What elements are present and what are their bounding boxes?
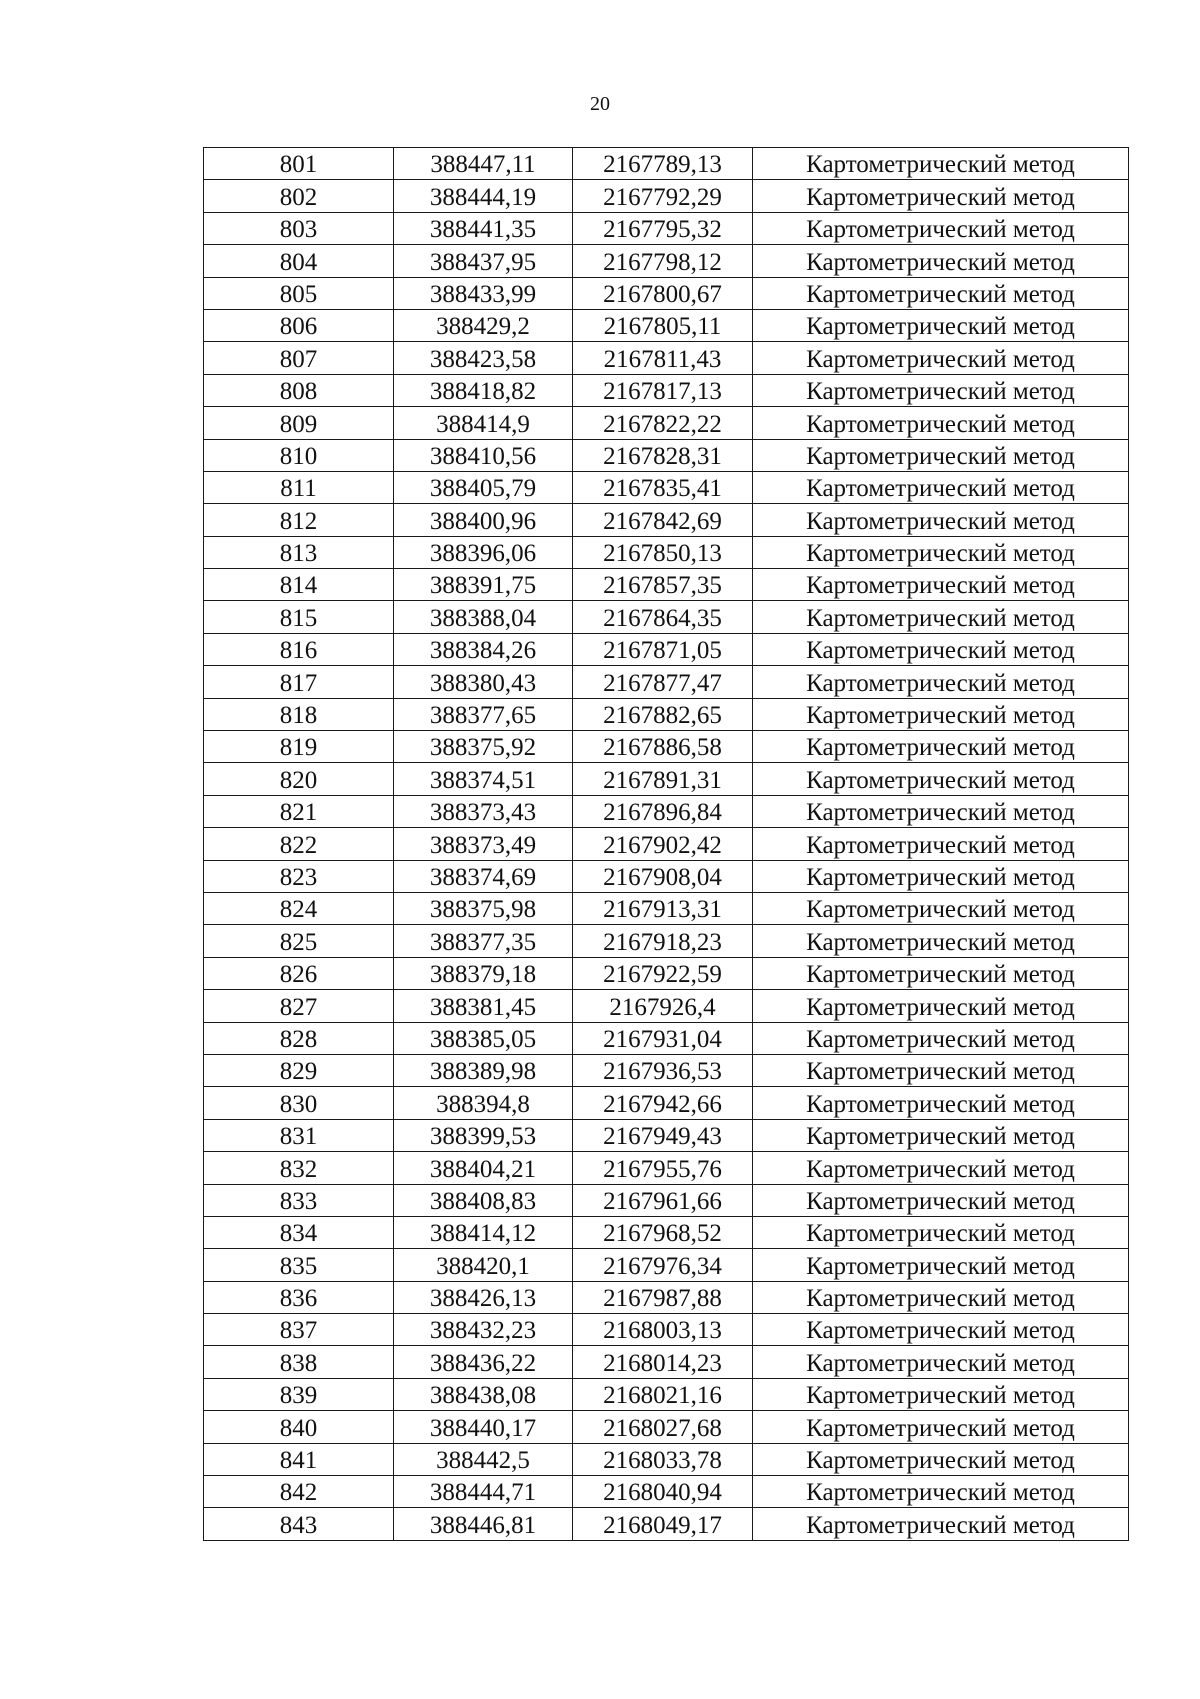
y-coordinate-cell: 2168027,68 xyxy=(573,1411,753,1443)
method-cell: Картометрический метод xyxy=(753,536,1129,568)
y-coordinate-cell: 2167968,52 xyxy=(573,1216,753,1248)
table-row xyxy=(204,601,1129,633)
x-coordinate-cell: 388394,8 xyxy=(394,1087,573,1119)
table-row xyxy=(204,536,1129,568)
method-cell: Картометрический метод xyxy=(753,374,1129,406)
point-number-cell: 826 xyxy=(204,957,394,989)
point-number-cell: 808 xyxy=(204,374,394,406)
point-number-cell: 814 xyxy=(204,569,394,601)
point-number-cell: 805 xyxy=(204,277,394,309)
method-cell: Картометрический метод xyxy=(753,828,1129,860)
table-row xyxy=(204,763,1129,795)
method-cell: Картометрический метод xyxy=(753,407,1129,439)
table-row xyxy=(204,860,1129,892)
y-coordinate-cell: 2167811,43 xyxy=(573,342,753,374)
table-row xyxy=(204,309,1129,341)
table-row xyxy=(204,957,1129,989)
point-number-cell: 803 xyxy=(204,212,394,244)
point-number-cell: 834 xyxy=(204,1216,394,1248)
method-cell: Картометрический метод xyxy=(753,860,1129,892)
x-coordinate-cell: 388375,92 xyxy=(394,731,573,763)
y-coordinate-cell: 2167891,31 xyxy=(573,763,753,795)
method-cell: Картометрический метод xyxy=(753,471,1129,503)
table-row xyxy=(204,1022,1129,1054)
table-row xyxy=(204,731,1129,763)
point-number-cell: 810 xyxy=(204,439,394,471)
x-coordinate-cell: 388414,9 xyxy=(394,407,573,439)
table-row xyxy=(204,1476,1129,1508)
y-coordinate-cell: 2168021,16 xyxy=(573,1378,753,1410)
method-cell: Картометрический метод xyxy=(753,1476,1129,1508)
method-cell: Картометрический метод xyxy=(753,892,1129,924)
x-coordinate-cell: 388410,56 xyxy=(394,439,573,471)
y-coordinate-cell: 2167886,58 xyxy=(573,731,753,763)
method-cell: Картометрический метод xyxy=(753,763,1129,795)
method-cell: Картометрический метод xyxy=(753,1184,1129,1216)
x-coordinate-cell: 388438,08 xyxy=(394,1378,573,1410)
y-coordinate-cell: 2167949,43 xyxy=(573,1119,753,1151)
table-row xyxy=(204,1314,1129,1346)
x-coordinate-cell: 388436,22 xyxy=(394,1346,573,1378)
y-coordinate-cell: 2167987,88 xyxy=(573,1281,753,1313)
table-row xyxy=(204,1281,1129,1313)
point-number-cell: 816 xyxy=(204,633,394,665)
table-row xyxy=(204,1378,1129,1410)
x-coordinate-cell: 388373,43 xyxy=(394,795,573,827)
table-row xyxy=(204,439,1129,471)
x-coordinate-cell: 388423,58 xyxy=(394,342,573,374)
method-cell: Картометрический метод xyxy=(753,1346,1129,1378)
y-coordinate-cell: 2167805,11 xyxy=(573,309,753,341)
y-coordinate-cell: 2168033,78 xyxy=(573,1443,753,1475)
point-number-cell: 833 xyxy=(204,1184,394,1216)
point-number-cell: 806 xyxy=(204,309,394,341)
y-coordinate-cell: 2168040,94 xyxy=(573,1476,753,1508)
method-cell: Картометрический метод xyxy=(753,277,1129,309)
point-number-cell: 832 xyxy=(204,1152,394,1184)
x-coordinate-cell: 388400,96 xyxy=(394,504,573,536)
y-coordinate-cell: 2168014,23 xyxy=(573,1346,753,1378)
method-cell: Картометрический метод xyxy=(753,957,1129,989)
y-coordinate-cell: 2167902,42 xyxy=(573,828,753,860)
method-cell: Картометрический метод xyxy=(753,212,1129,244)
method-cell: Картометрический метод xyxy=(753,1443,1129,1475)
coordinates-table-body xyxy=(204,148,1129,1541)
y-coordinate-cell: 2167842,69 xyxy=(573,504,753,536)
method-cell: Картометрический метод xyxy=(753,1314,1129,1346)
table-row xyxy=(204,1216,1129,1248)
point-number-cell: 842 xyxy=(204,1476,394,1508)
point-number-cell: 801 xyxy=(204,148,394,180)
x-coordinate-cell: 388420,1 xyxy=(394,1249,573,1281)
point-number-cell: 812 xyxy=(204,504,394,536)
x-coordinate-cell: 388396,06 xyxy=(394,536,573,568)
table-row xyxy=(204,277,1129,309)
x-coordinate-cell: 388408,83 xyxy=(394,1184,573,1216)
table-row xyxy=(204,569,1129,601)
x-coordinate-cell: 388377,65 xyxy=(394,698,573,730)
y-coordinate-cell: 2167822,22 xyxy=(573,407,753,439)
method-cell: Картометрический метод xyxy=(753,439,1129,471)
point-number-cell: 839 xyxy=(204,1378,394,1410)
table-row xyxy=(204,245,1129,277)
x-coordinate-cell: 388437,95 xyxy=(394,245,573,277)
table-row xyxy=(204,180,1129,212)
method-cell: Картометрический метод xyxy=(753,925,1129,957)
method-cell: Картометрический метод xyxy=(753,1152,1129,1184)
point-number-cell: 824 xyxy=(204,892,394,924)
method-cell: Картометрический метод xyxy=(753,1119,1129,1151)
x-coordinate-cell: 388384,26 xyxy=(394,633,573,665)
x-coordinate-cell: 388377,35 xyxy=(394,925,573,957)
table-row xyxy=(204,1152,1129,1184)
point-number-cell: 811 xyxy=(204,471,394,503)
point-number-cell: 825 xyxy=(204,925,394,957)
coordinates-table xyxy=(203,147,1129,1541)
point-number-cell: 809 xyxy=(204,407,394,439)
method-cell: Картометрический метод xyxy=(753,633,1129,665)
method-cell: Картометрический метод xyxy=(753,1508,1129,1540)
method-cell: Картометрический метод xyxy=(753,148,1129,180)
x-coordinate-cell: 388418,82 xyxy=(394,374,573,406)
table-row xyxy=(204,1249,1129,1281)
method-cell: Картометрический метод xyxy=(753,569,1129,601)
x-coordinate-cell: 388375,98 xyxy=(394,892,573,924)
point-number-cell: 817 xyxy=(204,666,394,698)
x-coordinate-cell: 388374,51 xyxy=(394,763,573,795)
table-row xyxy=(204,471,1129,503)
x-coordinate-cell: 388441,35 xyxy=(394,212,573,244)
point-number-cell: 838 xyxy=(204,1346,394,1378)
table-row xyxy=(204,148,1129,180)
table-row xyxy=(204,666,1129,698)
x-coordinate-cell: 388433,99 xyxy=(394,277,573,309)
y-coordinate-cell: 2167857,35 xyxy=(573,569,753,601)
y-coordinate-cell: 2167792,29 xyxy=(573,180,753,212)
y-coordinate-cell: 2167918,23 xyxy=(573,925,753,957)
method-cell: Картометрический метод xyxy=(753,1216,1129,1248)
x-coordinate-cell: 388381,45 xyxy=(394,990,573,1022)
table-row xyxy=(204,1346,1129,1378)
table-row xyxy=(204,828,1129,860)
y-coordinate-cell: 2167835,41 xyxy=(573,471,753,503)
y-coordinate-cell: 2168049,17 xyxy=(573,1508,753,1540)
y-coordinate-cell: 2167955,76 xyxy=(573,1152,753,1184)
point-number-cell: 840 xyxy=(204,1411,394,1443)
point-number-cell: 813 xyxy=(204,536,394,568)
table-row xyxy=(204,1184,1129,1216)
method-cell: Картометрический метод xyxy=(753,1411,1129,1443)
point-number-cell: 841 xyxy=(204,1443,394,1475)
y-coordinate-cell: 2167798,12 xyxy=(573,245,753,277)
method-cell: Картометрический метод xyxy=(753,990,1129,1022)
y-coordinate-cell: 2167908,04 xyxy=(573,860,753,892)
y-coordinate-cell: 2167931,04 xyxy=(573,1022,753,1054)
x-coordinate-cell: 388389,98 xyxy=(394,1054,573,1086)
y-coordinate-cell: 2167922,59 xyxy=(573,957,753,989)
x-coordinate-cell: 388385,05 xyxy=(394,1022,573,1054)
y-coordinate-cell: 2167850,13 xyxy=(573,536,753,568)
table-row xyxy=(204,1508,1129,1540)
method-cell: Картометрический метод xyxy=(753,309,1129,341)
method-cell: Картометрический метод xyxy=(753,731,1129,763)
point-number-cell: 830 xyxy=(204,1087,394,1119)
table-row xyxy=(204,1054,1129,1086)
table-row xyxy=(204,892,1129,924)
y-coordinate-cell: 2167795,32 xyxy=(573,212,753,244)
x-coordinate-cell: 388426,13 xyxy=(394,1281,573,1313)
y-coordinate-cell: 2167817,13 xyxy=(573,374,753,406)
x-coordinate-cell: 388442,5 xyxy=(394,1443,573,1475)
point-number-cell: 831 xyxy=(204,1119,394,1151)
table-row xyxy=(204,925,1129,957)
point-number-cell: 843 xyxy=(204,1508,394,1540)
x-coordinate-cell: 388446,81 xyxy=(394,1508,573,1540)
table-row xyxy=(204,407,1129,439)
method-cell: Картометрический метод xyxy=(753,1281,1129,1313)
method-cell: Картометрический метод xyxy=(753,1087,1129,1119)
x-coordinate-cell: 388374,69 xyxy=(394,860,573,892)
table-row xyxy=(204,1119,1129,1151)
point-number-cell: 807 xyxy=(204,342,394,374)
y-coordinate-cell: 2167936,53 xyxy=(573,1054,753,1086)
point-number-cell: 820 xyxy=(204,763,394,795)
point-number-cell: 818 xyxy=(204,698,394,730)
method-cell: Картометрический метод xyxy=(753,795,1129,827)
y-coordinate-cell: 2167926,4 xyxy=(573,990,753,1022)
y-coordinate-cell: 2167942,66 xyxy=(573,1087,753,1119)
point-number-cell: 828 xyxy=(204,1022,394,1054)
x-coordinate-cell: 388399,53 xyxy=(394,1119,573,1151)
table-row xyxy=(204,990,1129,1022)
table-row xyxy=(204,633,1129,665)
x-coordinate-cell: 388444,19 xyxy=(394,180,573,212)
point-number-cell: 822 xyxy=(204,828,394,860)
y-coordinate-cell: 2167882,65 xyxy=(573,698,753,730)
y-coordinate-cell: 2167800,67 xyxy=(573,277,753,309)
point-number-cell: 823 xyxy=(204,860,394,892)
x-coordinate-cell: 388380,43 xyxy=(394,666,573,698)
method-cell: Картометрический метод xyxy=(753,342,1129,374)
point-number-cell: 804 xyxy=(204,245,394,277)
point-number-cell: 819 xyxy=(204,731,394,763)
method-cell: Картометрический метод xyxy=(753,245,1129,277)
y-coordinate-cell: 2167913,31 xyxy=(573,892,753,924)
table-row xyxy=(204,1087,1129,1119)
x-coordinate-cell: 388440,17 xyxy=(394,1411,573,1443)
x-coordinate-cell: 388391,75 xyxy=(394,569,573,601)
method-cell: Картометрический метод xyxy=(753,504,1129,536)
point-number-cell: 815 xyxy=(204,601,394,633)
y-coordinate-cell: 2167976,34 xyxy=(573,1249,753,1281)
point-number-cell: 835 xyxy=(204,1249,394,1281)
table-row xyxy=(204,374,1129,406)
x-coordinate-cell: 388404,21 xyxy=(394,1152,573,1184)
point-number-cell: 829 xyxy=(204,1054,394,1086)
method-cell: Картометрический метод xyxy=(753,1022,1129,1054)
method-cell: Картометрический метод xyxy=(753,180,1129,212)
y-coordinate-cell: 2167789,13 xyxy=(573,148,753,180)
y-coordinate-cell: 2167828,31 xyxy=(573,439,753,471)
x-coordinate-cell: 388429,2 xyxy=(394,309,573,341)
method-cell: Картометрический метод xyxy=(753,1054,1129,1086)
table-row xyxy=(204,342,1129,374)
x-coordinate-cell: 388388,04 xyxy=(394,601,573,633)
method-cell: Картометрический метод xyxy=(753,601,1129,633)
x-coordinate-cell: 388373,49 xyxy=(394,828,573,860)
y-coordinate-cell: 2167896,84 xyxy=(573,795,753,827)
method-cell: Картометрический метод xyxy=(753,666,1129,698)
point-number-cell: 836 xyxy=(204,1281,394,1313)
page-number: 20 xyxy=(590,93,610,115)
table-row xyxy=(204,698,1129,730)
y-coordinate-cell: 2167877,47 xyxy=(573,666,753,698)
x-coordinate-cell: 388444,71 xyxy=(394,1476,573,1508)
y-coordinate-cell: 2168003,13 xyxy=(573,1314,753,1346)
point-number-cell: 802 xyxy=(204,180,394,212)
point-number-cell: 827 xyxy=(204,990,394,1022)
method-cell: Картометрический метод xyxy=(753,1378,1129,1410)
table-row xyxy=(204,504,1129,536)
table-row xyxy=(204,1443,1129,1475)
x-coordinate-cell: 388447,11 xyxy=(394,148,573,180)
method-cell: Картометрический метод xyxy=(753,698,1129,730)
x-coordinate-cell: 388379,18 xyxy=(394,957,573,989)
table-row xyxy=(204,795,1129,827)
table-row xyxy=(204,212,1129,244)
point-number-cell: 821 xyxy=(204,795,394,827)
x-coordinate-cell: 388414,12 xyxy=(394,1216,573,1248)
y-coordinate-cell: 2167864,35 xyxy=(573,601,753,633)
table-row xyxy=(204,1411,1129,1443)
x-coordinate-cell: 388432,23 xyxy=(394,1314,573,1346)
point-number-cell: 837 xyxy=(204,1314,394,1346)
y-coordinate-cell: 2167871,05 xyxy=(573,633,753,665)
y-coordinate-cell: 2167961,66 xyxy=(573,1184,753,1216)
method-cell: Картометрический метод xyxy=(753,1249,1129,1281)
x-coordinate-cell: 388405,79 xyxy=(394,471,573,503)
